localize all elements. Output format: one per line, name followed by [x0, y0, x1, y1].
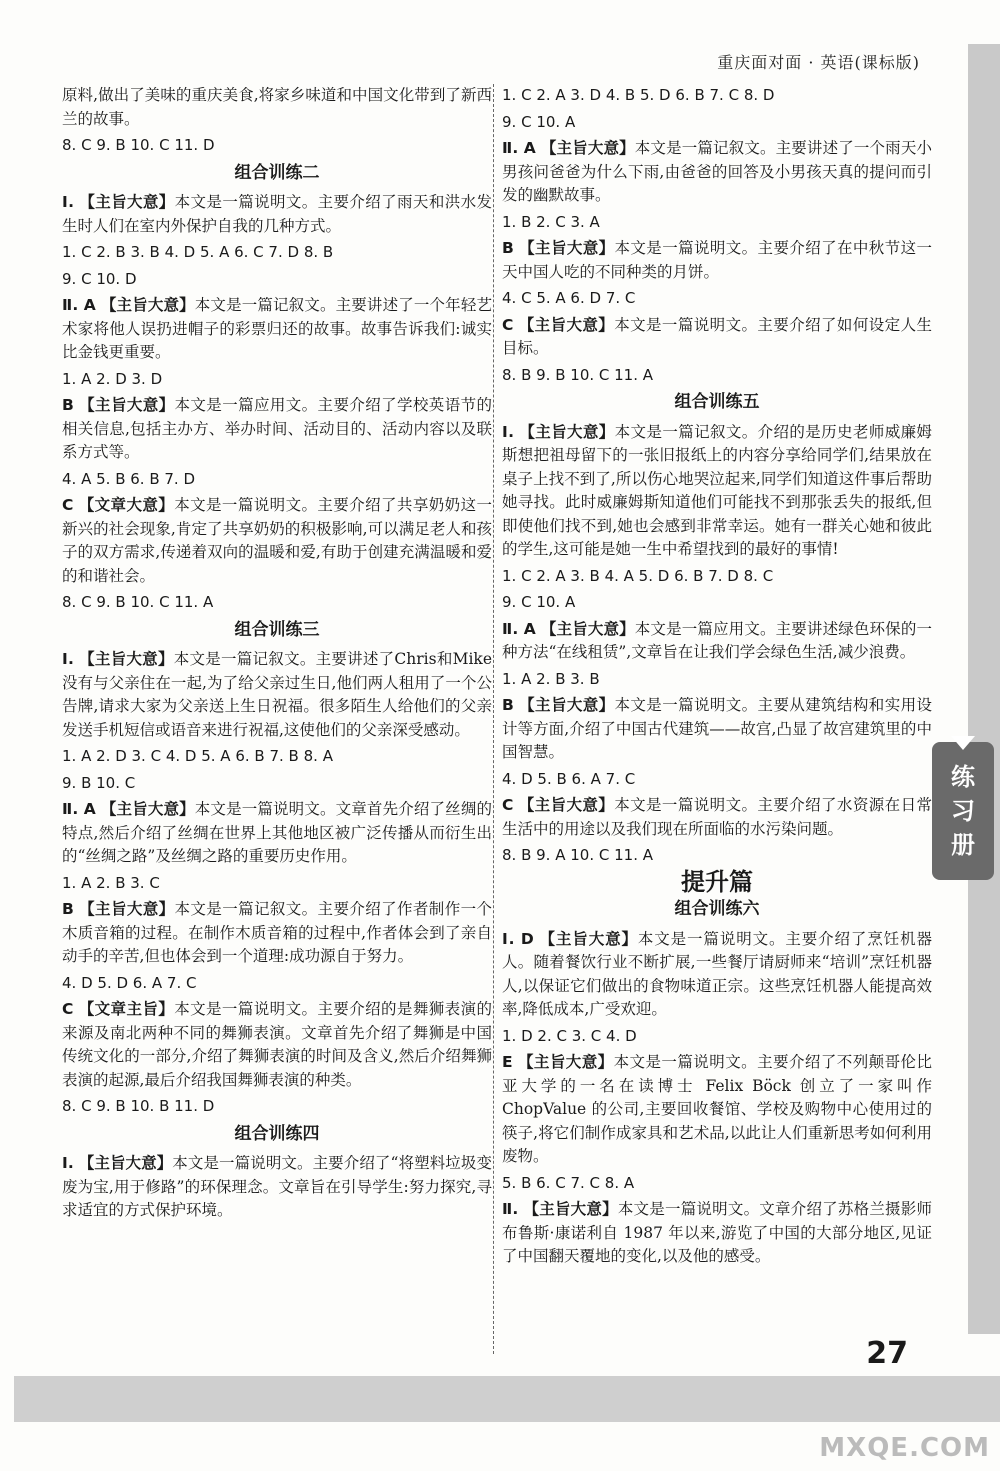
summary-text: 本文是一篇记叙文。主要讲述了Chris和Mike没有与父亲住在一起,为了给父亲过生日,他们两人租用了一个公告牌,请求大家为父亲送上生日祝福。很多陌生人给他们的父亲发送手机短信或语音来进行祝福,这使他们的父亲深受感动。: [62, 650, 492, 739]
summary-text: 本文是一篇说明文。文章首先介绍了丝绸的特点,然后介绍了丝绸在世界上其他地区被广泛传播从而衍生出的“丝绸之路”及丝绸之路的重要历史作用。: [62, 800, 492, 865]
summary-tag: 【主旨大意】: [100, 800, 195, 818]
summary-text: 本文是一篇说明文。主要介绍了雨天和洪水发生时人们在室内外保护自我的几种方式。: [62, 193, 492, 235]
summary-tag: 【主旨大意】: [518, 315, 615, 334]
question-label: B: [502, 696, 514, 714]
summary-tag: 【主旨大意】: [519, 239, 615, 257]
summary-text: 本文是一篇说明文。主要介绍的是舞狮表演的来源及南北两种不同的舞狮表演。文章首先介绍了舞狮是中国传统文化的一部分,介绍了舞狮表演的时间及含义,然后介绍舞狮表演的起源,最后介绍我国舞狮表演的种类。: [62, 1000, 492, 1089]
summary-tag: 【主旨大意】: [540, 619, 635, 638]
summary-paragraph: [502, 1198, 932, 1269]
summary-paragraph: [62, 648, 492, 742]
summary-paragraph: [502, 618, 932, 665]
question-label: Ⅰ.: [502, 422, 515, 441]
question-label: Ⅰ.: [62, 650, 74, 668]
tab-char: 册: [951, 831, 975, 859]
summary-tag: 【主旨大意】: [540, 139, 635, 157]
summary-tag: 【主旨大意】: [79, 900, 175, 918]
column-divider: [493, 84, 494, 1354]
answer-line: 5. B 6. C 7. C 8. A: [502, 1173, 635, 1192]
answer-line: 4. D 5. B 6. A 7. C: [502, 769, 636, 788]
workbook-tab: [932, 742, 994, 880]
question-label: C: [502, 796, 514, 814]
summary-tag: 【主旨大意】: [517, 1053, 614, 1071]
summary-paragraph: [62, 294, 492, 365]
answer-line: 1. B 2. C 3. A: [502, 212, 600, 231]
bottom-band: [14, 1376, 1000, 1422]
question-label: C: [502, 315, 514, 334]
question-label: Ⅱ.: [502, 1200, 519, 1218]
answer-line: 1. A 2. B 3. B: [502, 669, 600, 688]
summary-paragraph: [62, 798, 492, 869]
question-label: B: [62, 396, 74, 414]
summary-tag: 【文章大意】: [78, 496, 175, 514]
summary-text: 本文是一篇记叙文。主要讲述了一个雨天小男孩问爸爸为什么下雨,由爸爸的回答及小男孩天真的提问而引发的幽默故事。: [502, 139, 932, 204]
summary-paragraph: [62, 1152, 492, 1223]
question-label: Ⅰ.: [62, 1154, 74, 1172]
question-label: E: [502, 1053, 513, 1071]
summary-paragraph: [502, 1051, 932, 1169]
answer-line: 9. C 10. A: [502, 112, 576, 131]
summary-paragraph: [62, 394, 492, 465]
answer-line: 1. A 2. D 3. C 4. D 5. A 6. B 7. B 8. A: [62, 747, 333, 765]
tab-arrow-icon: [951, 736, 975, 750]
answer-line: 8. B 9. A 10. C 11. A: [502, 846, 653, 864]
page-edge-bar: [968, 44, 1000, 1334]
summary-text: 本文是一篇说明文。文章介绍了苏格兰摄影师布鲁斯·康诺利自 1987 年以来,游览了中国的大部分地区,见证了中国翻天覆地的变化,以及他的感受。: [502, 1200, 932, 1265]
section-heading: 组合训练六: [674, 899, 760, 919]
question-label: Ⅱ. A: [62, 296, 96, 314]
answer-line: 9. C 10. A: [502, 593, 576, 611]
right-column: [502, 84, 932, 1272]
answer-line: 9. B 10. C: [62, 773, 136, 792]
answer-line: 4. C 5. A 6. D 7. C: [502, 289, 636, 307]
summary-text: 本文是一篇记叙文。主要介绍了作者制作一个木质音箱的过程。在制作木质音箱的过程中,作者体会到了亲自动手的辛苦,但也体会到一个道理:成功源自于努力。: [62, 900, 492, 965]
part-heading: 提升篇: [681, 867, 753, 896]
answer-line: 4. D 5. D 6. A 7. C: [62, 973, 197, 992]
answer-line: 8. B 9. B 10. C 11. A: [502, 365, 654, 384]
question-label: B: [62, 900, 74, 918]
question-label: C: [62, 1000, 74, 1018]
summary-paragraph: [62, 898, 492, 969]
answer-line: 1. A 2. B 3. C: [62, 873, 160, 892]
summary-text: 本文是一篇说明文。主要介绍了“将塑料垃圾变废为宝,用于修路”的环保理念。文章旨在引导学生:努力探究,寻求适宜的方式保护环境。: [62, 1154, 492, 1219]
summary-paragraph: [502, 137, 932, 208]
tab-char: 练: [951, 763, 975, 791]
summary-paragraph: [62, 191, 492, 238]
watermark: MXQE.COM: [819, 1433, 990, 1463]
summary-paragraph: [502, 314, 932, 361]
answer-line: 1. D 2. C 3. C 4. D: [502, 1026, 637, 1045]
summary-tag: 【主旨大意】: [78, 1154, 173, 1172]
summary-text: 本文是一篇说明文。主要介绍了不列颠哥伦比亚大学的一名在读博士 Felix Böck 创立了一家叫作 ChopValue 的公司,主要回收餐馆、学校及购物中心使用过的筷子,将它们制作成家具和艺术品,以此让人们重新思考如何利用废物。: [502, 1053, 932, 1165]
question-label: C: [62, 496, 74, 514]
answer-line: 4. A 5. B 6. B 7. D: [62, 469, 196, 488]
summary-text: 本文是一篇说明文。主要介绍了共享奶奶这一新兴的社会现象,肯定了共享奶奶的积极影响,可以满足老人和孩子的双方需求,传递着双向的温暖和爱,有助于创建充满温暖和爱的和谐社会。: [62, 496, 492, 585]
summary-tag: 【主旨大意】: [100, 296, 195, 314]
question-label: Ⅱ. A: [502, 619, 536, 638]
answer-line: 8. C 9. B 10. C 11. D: [62, 136, 215, 154]
summary-tag: 【主旨大意】: [519, 696, 615, 714]
section-heading: 组合训练二: [234, 162, 320, 183]
summary-paragraph: [502, 928, 932, 1022]
answer-line: 1. C 2. A 3. D 4. B 5. D 6. B 7. C 8. D: [502, 86, 775, 104]
answer-line: 8. C 9. B 10. B 11. D: [62, 1097, 215, 1115]
summary-tag: 【主旨大意】: [518, 796, 615, 814]
question-label: Ⅱ. A: [502, 139, 536, 157]
answer-line: 1. C 2. B 3. B 4. D 5. A 6. C 7. D 8. B: [62, 243, 334, 261]
answer-line: 9. C 10. D: [62, 269, 137, 288]
summary-paragraph: [502, 421, 932, 562]
question-label: B: [502, 239, 514, 257]
section-heading: 组合训练四: [234, 1123, 320, 1144]
answer-line: 1. C 2. A 3. B 4. A 5. D 6. B 7. D 8. C: [502, 566, 774, 585]
question-label: Ⅰ. D: [502, 929, 534, 948]
running-header: 重庆面对面 · 英语(课标版): [717, 53, 920, 72]
section-heading: 组合训练五: [674, 392, 760, 412]
left-column: [62, 84, 492, 1226]
tab-char: 习: [951, 797, 975, 825]
summary-text: 本文是一篇记叙文。介绍的是历史老师威廉姆斯想把祖母留下的一张旧报纸上的内容分享给同学们,结果放在桌子上找不到了,所以伤心地哭泣起来,同学们知道这件事后帮助她寻找。此时威廉姆斯知道他们可能找不到那张丢失的报纸,但即使他们找不到,她也会感到非常幸运。她有一群关心她和彼此的学生,这可能是她一生中希望找到的最好的事情!: [502, 422, 932, 558]
summary-paragraph: [502, 694, 932, 765]
section-heading: 组合训练三: [234, 619, 320, 640]
summary-text: 本文是一篇应用文。主要讲述绿色环保的一种方法“在线租赁”,文章旨在让我们学会绿色生活,减少浪费。: [502, 619, 932, 661]
summary-tag: 【主旨大意】: [539, 929, 638, 948]
answer-line: 8. C 9. B 10. C 11. A: [62, 593, 214, 611]
summary-tag: 【主旨大意】: [79, 650, 174, 668]
answer-line: 1. A 2. D 3. D: [62, 369, 163, 388]
summary-paragraph: [62, 494, 492, 588]
summary-tag: 【主旨大意】: [79, 193, 175, 211]
summary-paragraph: [62, 998, 492, 1092]
summary-text: 本文是一篇应用文。主要介绍了学校英语节的相关信息,包括主办方、举办时间、活动目的、活动内容以及联系方式等。: [62, 396, 492, 461]
summary-tag: 【主旨大意】: [79, 396, 175, 414]
summary-text: 本文是一篇说明文。主要介绍了在中秋节这一天中国人吃的不同种类的月饼。: [502, 239, 932, 281]
summary-text: 本文是一篇说明文。主要介绍了烹饪机器人。随着餐饮行业不断扩展,一些餐厅请厨师来“培训”烹饪机器人,以保证它们做出的食物味道正宗。这些烹饪机器人能提高效率,降低成本,广受欢迎。: [502, 929, 932, 1018]
summary-text: 本文是一篇记叙文。主要讲述了一个年轻艺术家将他人误扔进帽子的彩票归还的故事。故事告诉我们:诚实比金钱更重要。: [62, 296, 492, 361]
summary-tag: 【主旨大意】: [519, 422, 615, 441]
summary-paragraph: [62, 84, 492, 131]
summary-text: 本文是一篇说明文。主要介绍了水资源在日常生活中的用途以及我们现在所面临的水污染问题。: [502, 796, 932, 838]
summary-paragraph: [502, 237, 932, 284]
question-label: Ⅰ.: [62, 193, 75, 211]
summary-paragraph: [502, 794, 932, 841]
page-number: 27: [866, 1336, 908, 1371]
summary-text: 本文是一篇说明文。主要介绍了如何设定人生目标。: [502, 315, 932, 357]
summary-tag: 【文章主旨】: [78, 1000, 175, 1018]
question-label: Ⅱ. A: [62, 800, 96, 818]
summary-text: 原料,做出了美味的重庆美食,将家乡味道和中国文化带到了新西兰的故事。: [62, 86, 492, 128]
summary-text: 本文是一篇说明文。主要从建筑结构和实用设计等方面,介绍了中国古代建筑——故宫,凸显了故宫建筑里的中国智慧。: [502, 696, 932, 761]
summary-tag: 【主旨大意】: [523, 1200, 618, 1218]
